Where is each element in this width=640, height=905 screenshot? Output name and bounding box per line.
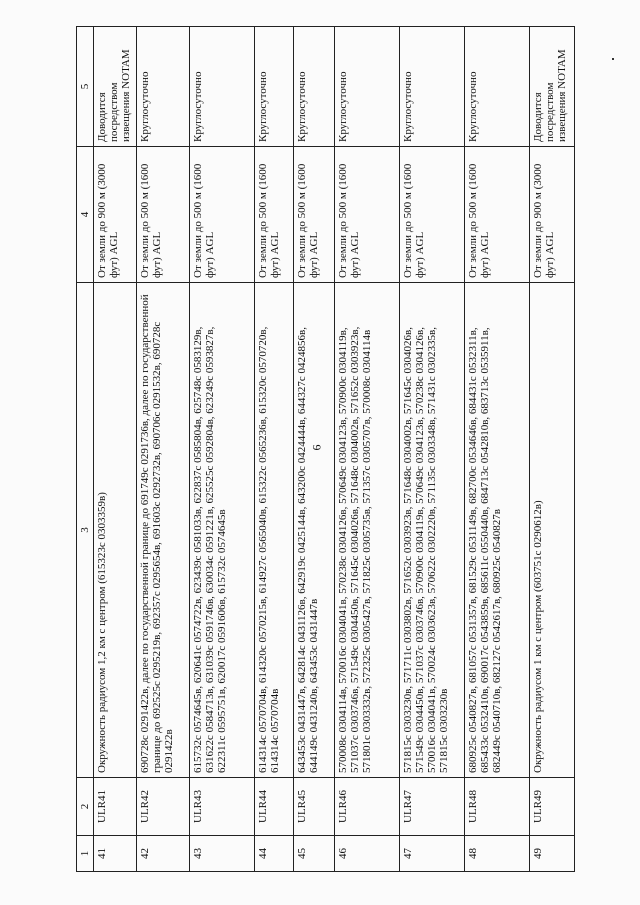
- row-number: 46: [335, 836, 400, 872]
- header-col-3: 3: [77, 283, 94, 778]
- table-row: [190, 27, 255, 872]
- zone-code: ULR41: [94, 778, 137, 836]
- zone-code: ULR43: [190, 778, 255, 836]
- header-row: [77, 27, 94, 872]
- zone-code: ULR49: [530, 778, 575, 836]
- table-row: [137, 27, 190, 872]
- row-number: 42: [137, 836, 190, 872]
- zone-code: ULR42: [137, 778, 190, 836]
- table-row: [530, 27, 575, 872]
- zone-altitude: От земли до 500 м (1600 фут) AGL: [255, 147, 294, 283]
- zone-time: Доводится посредством извещения NOTAM: [530, 27, 575, 147]
- table-row: [94, 27, 137, 872]
- zone-altitude: От земли до 500 м (1600 фут) AGL: [335, 147, 400, 283]
- zone-boundary: 690728с 0291422в, далее по государственной границе до 691749с 0291736в, далее по государственной границе до 692525с 0295219в, 692357с 0295654в, 691603с 0292732в, 690706с 0291532в, 690728с 0291422в: [137, 283, 190, 778]
- zone-code: ULR46: [335, 778, 400, 836]
- zone-boundary: Окружность радиусом 1,2 км с центром (615323с 0303359в): [94, 283, 137, 778]
- zone-code: ULR48: [465, 778, 530, 836]
- zone-code: ULR47: [400, 778, 465, 836]
- zone-time: Круглосуточно: [137, 27, 190, 147]
- zone-altitude: От земли до 900 м (3000 фут) AGL: [94, 147, 137, 283]
- header-col-4: 4: [77, 147, 94, 283]
- zone-boundary: 614314с 0570704в, 614320с 0570215в, 614927с 0565040в, 615322с 0565236в, 615320с 0570720в, 614314с 0570704в: [255, 283, 294, 778]
- header-col-5: 5: [77, 27, 94, 147]
- zone-boundary: 615732с 0574645в, 620641с 0574722в, 623439с 0581033в, 622837с 0585804в, 625748с 0583129в, 631622с 0584713в, 631039с 0591746в, 630034с 0591221в, 625525с 0592804в, 623249с 0593827в, 622311с 0595751в, 620017с 0591606в, 615732с 0574645в: [190, 283, 255, 778]
- airspace-table: [76, 26, 575, 872]
- zone-altitude: От земли до 500 м (1600 фут) AGL: [190, 147, 255, 283]
- row-number: 48: [465, 836, 530, 872]
- table-row: [255, 27, 294, 872]
- zone-altitude: От земли до 500 м (1600 фут) AGL: [137, 147, 190, 283]
- zone-boundary: 570008с 0304114в, 570016с 0304041в, 570238с 0304126в, 570649с 0304123в, 570900с 0304119в, 571037с 0303746в, 571549с 0304450в, 571645с 0304026в, 571648с 0304002в, 571652с 0303923в, 571801с 0303332в, 572325с 0305427в, 571825с 0305735в, 571357с 0305707в, 570008с 0304114в: [335, 283, 400, 778]
- zone-altitude: От земли до 500 м (1600 фут) AGL: [465, 147, 530, 283]
- zone-boundary: Окружность радиусом 1 км с центром (603751с 0290612в): [530, 283, 575, 778]
- rotated-table-wrapper: [76, 27, 640, 872]
- zone-altitude: От земли до 900 м (3000 фут) AGL: [530, 147, 575, 283]
- zone-code: ULR44: [255, 778, 294, 836]
- header-col-2: 2: [77, 778, 94, 836]
- zone-time: Круглосуточно: [255, 27, 294, 147]
- zone-altitude: От земли до 500 м (1600 фут) AGL: [400, 147, 465, 283]
- zone-boundary: 643453с 0431447в, 642814с 0431126в, 642919с 0425144в, 643200с 0424444в, 644327с 0424856в, 644149с 0431240в, 643453с 0431447в: [294, 283, 335, 778]
- zone-time: Круглосуточно: [465, 27, 530, 147]
- zone-time: Доводится посредством извещения NOTAM: [94, 27, 137, 147]
- table-row: [465, 27, 530, 872]
- zone-altitude: От земли до 500 м (1600 фут) AGL: [294, 147, 335, 283]
- zone-time: Круглосуточно: [335, 27, 400, 147]
- zone-time: Круглосуточно: [190, 27, 255, 147]
- row-number: 47: [400, 836, 465, 872]
- zone-code: ULR45: [294, 778, 335, 836]
- page-number: 6: [309, 444, 324, 451]
- zone-time: Круглосуточно: [294, 27, 335, 147]
- table-row: [335, 27, 400, 872]
- row-number: 45: [294, 836, 335, 872]
- row-number: 43: [190, 836, 255, 872]
- row-number: 49: [530, 836, 575, 872]
- row-number: 44: [255, 836, 294, 872]
- zone-boundary: 680925с 0540827в, 681057с 0531357в, 681529с 0531149в, 682700с 0534646в, 684431с 0532311в, 685433с 0532410в, 690017с 0543859в, 685611с 0550440в, 684713с 0542810в, 683713с 0535911в, 682449с 0540710в, 682127с 0542617в, 680925с 0540827в: [465, 283, 530, 778]
- header-col-1: 1: [77, 836, 94, 872]
- table-row: [294, 27, 335, 872]
- zone-boundary: 571815с 0303230в, 571711с 0303802в, 571652с 0303923в, 571648с 0304002в, 571645с 0304026в, 571549с 0304450в, 571037с 0303746в, 570900с 0304119в, 570649с 0304123в, 570238с 0304126в, 570016с 0304041в, 570024с 0303623в, 570622с 0302220в, 571135с 0303348в, 571431с 0302335в, 571815с 0303230в: [400, 283, 465, 778]
- row-number: 41: [94, 836, 137, 872]
- zone-time: Круглосуточно: [400, 27, 465, 147]
- table-row: [400, 27, 465, 872]
